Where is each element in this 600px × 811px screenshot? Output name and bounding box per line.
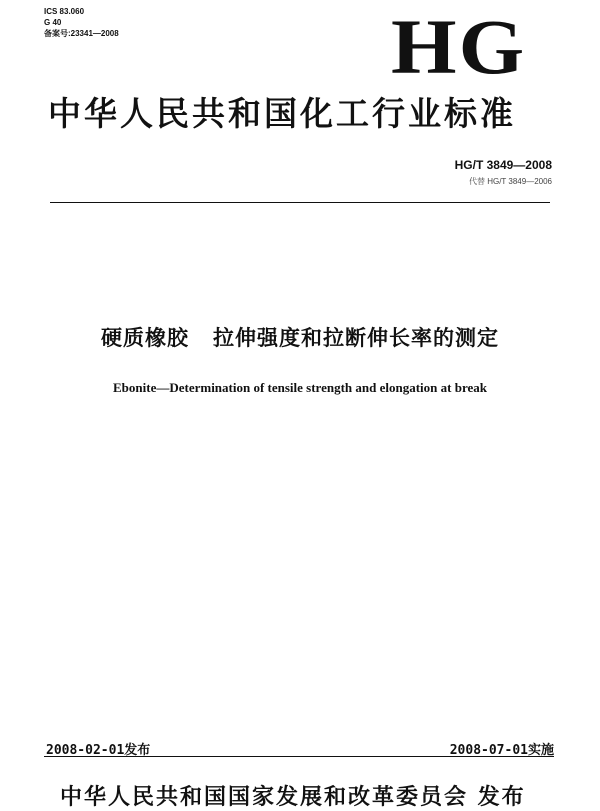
implementation-date: 2008-07-01实施 (449, 743, 554, 758)
top-divider (50, 202, 550, 203)
class-code: G 40 (44, 18, 62, 27)
record-number: 备案号:23341—2008 (44, 29, 119, 38)
ics-code: ICS 83.060 (44, 7, 85, 16)
classification-block (44, 6, 119, 39)
replaces-note: 代替 HG/T 3849—2006 (468, 177, 552, 186)
hg-logo: HG (390, 3, 526, 90)
publisher: 中华人民共和国国家发展和改革委员会 发布 (60, 785, 526, 810)
issue-date: 2008-02-01发布 (46, 743, 151, 758)
title-cn-part2: 拉伸强度和拉断伸长率的测定 (213, 326, 499, 350)
bottom-divider (44, 756, 554, 757)
document-title-en: Ebonite—Determination of tensile strength and elongation at break (113, 380, 487, 395)
title-cn-part1: 硬质橡胶 (101, 326, 189, 350)
standard-code: HG/T 3849—2008 (454, 158, 552, 172)
document-title-cn (0, 322, 600, 352)
standard-title: 中华人民共和国化工行业标准 (48, 94, 516, 133)
